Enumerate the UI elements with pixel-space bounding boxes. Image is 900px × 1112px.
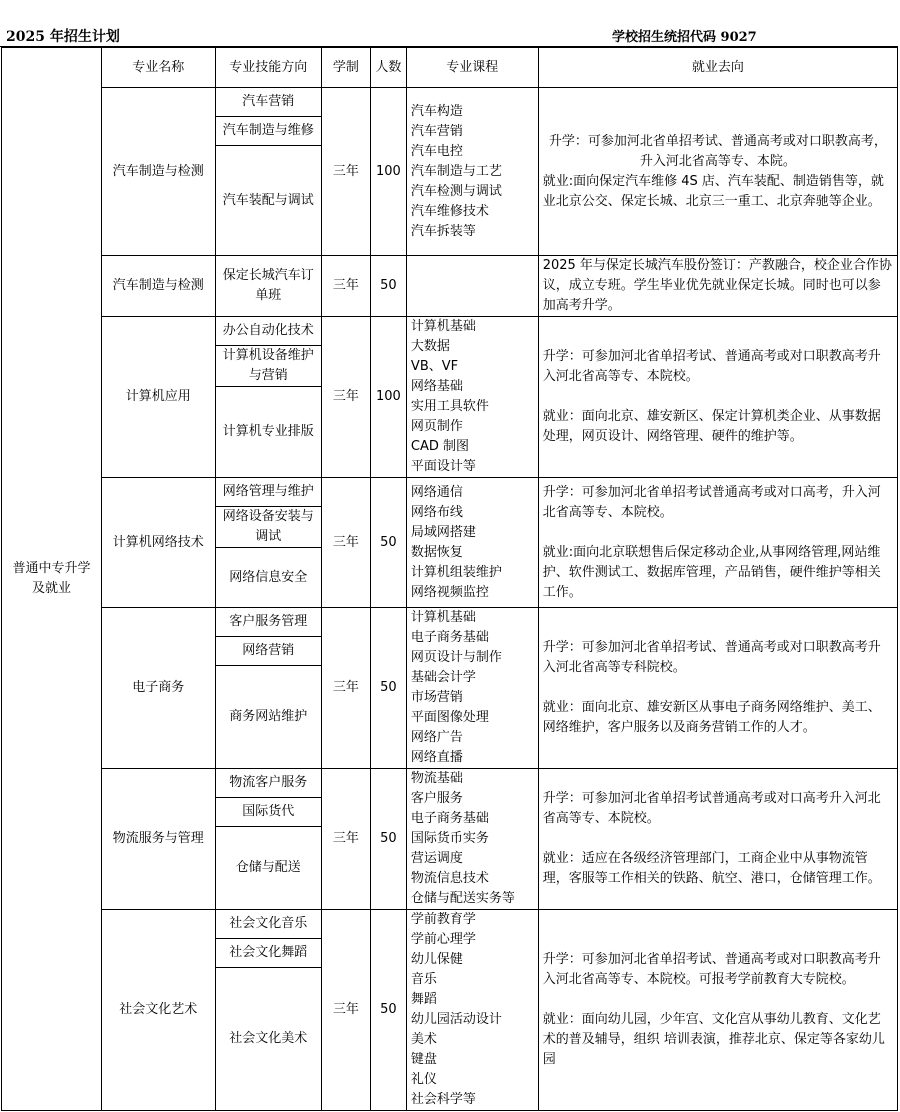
jobs-cell — [538, 910, 897, 1111]
course-item: 汽车电控 — [410, 143, 463, 159]
course-item: 键盘 — [410, 1052, 437, 1067]
course-item: 汽车维修技术 — [410, 203, 489, 219]
count: 50 — [370, 256, 406, 317]
duration: 三年 — [321, 317, 370, 478]
course-item: VB、VF — [410, 359, 459, 374]
direction: 物流客户服务 — [215, 769, 321, 798]
jobs-employment: 就业：面向北京、雄安新区从事电子商务网络维护、美工、网络维护，客户服务以及商务营销工作的人才。 — [542, 700, 881, 735]
course-item: CAD 制图 — [410, 439, 470, 454]
course-item: 客户服务 — [410, 791, 463, 806]
jobs-cell — [538, 317, 897, 478]
table-row — [2, 769, 898, 798]
table-header-row — [2, 48, 898, 88]
enrollment-table — [1, 47, 898, 1111]
course-item: 局域网搭建 — [410, 524, 476, 540]
course-item: 市场营销 — [410, 690, 463, 705]
major-name: 电子商务 — [101, 608, 215, 769]
direction: 社会文化音乐 — [215, 910, 321, 939]
course-item: 国际货币实务 — [410, 831, 489, 846]
major-name: 物流服务与管理 — [101, 769, 215, 910]
table-row — [2, 478, 898, 507]
duration: 三年 — [321, 478, 370, 608]
jobs-employment: 就业:面向保定汽车维修 4S 店、汽车装配、制造销售等，就业北京公交、保定长城、北京三一重工、北京奔驰等企业。 — [542, 173, 884, 209]
course-item: 物流基础 — [410, 771, 463, 786]
jobs-cell — [538, 769, 897, 910]
course-item: 幼儿园活动设计 — [410, 1012, 502, 1027]
course-item: 基础会计学 — [410, 670, 476, 685]
duration: 三年 — [321, 910, 370, 1111]
col-header-count: 人数 — [370, 48, 406, 88]
course-item: 网络通信 — [410, 484, 463, 500]
jobs-further-study: 升学：可参加河北省单招考试、普通高考或对口职教高考，升入河北省高等专、本院。 — [548, 133, 887, 169]
direction: 仓储与配送 — [215, 827, 321, 910]
jobs-further-study: 升学：可参加河北省单招考试普通高考或对口高考升入河北省高等专、本院校。 — [542, 791, 881, 826]
jobs-cell — [538, 88, 897, 256]
table-row — [2, 910, 898, 939]
direction: 网络信息安全 — [215, 548, 321, 608]
major-name: 汽车制造与检测 — [101, 256, 215, 317]
count: 50 — [370, 910, 406, 1111]
jobs-further-study: 升学：可参加河北省单招考试、普通高考或对口职教高考升入河北省高等专、本院校。可报考学前教育大专院校。 — [542, 952, 881, 987]
course-item: 电子商务基础 — [410, 811, 489, 826]
course-item: 汽车构造 — [410, 103, 463, 119]
jobs-employment: 就业:面向北京联想售后保定移动企业,从事网络管理,网站维护、软件测试工、数据库管理，产品销售，硬件维护等相关工作。 — [542, 544, 881, 600]
major-name: 汽车制造与检测 — [101, 88, 215, 256]
jobs-cell — [538, 478, 897, 608]
course-item: 仓储与配送实务等 — [410, 891, 515, 906]
col-header-jobs: 就业去向 — [538, 48, 897, 88]
course-list — [406, 478, 538, 608]
course-item: 电子商务基础 — [410, 630, 489, 645]
course-item: 汽车制造与工艺 — [410, 163, 502, 179]
course-item: 网络直播 — [410, 750, 463, 765]
course-item: 网页设计与制作 — [410, 650, 502, 665]
count: 50 — [370, 769, 406, 910]
course-list — [406, 256, 538, 317]
direction: 网络营销 — [215, 637, 321, 666]
course-item: 汽车检测与调试 — [410, 183, 502, 199]
duration: 三年 — [321, 769, 370, 910]
direction: 网络设备安装与调试 — [215, 507, 321, 548]
col-header-duration: 学制 — [321, 48, 370, 88]
jobs-cell — [538, 608, 897, 769]
course-item: 大数据 — [410, 339, 450, 354]
course-item: 平面图像处理 — [410, 710, 489, 725]
course-list — [406, 608, 538, 769]
jobs-employment: 就业：面向北京、雄安新区、保定计算机类企业、从事数据处理，网页设计、网络管理、硬件的维护等。 — [542, 409, 881, 444]
col-header-direction: 专业技能方向 — [215, 48, 321, 88]
jobs-employment: 就业：适应在各级经济管理部门，工商企业中从事物流管理，客服等工作相关的铁路、航空、港口，仓储管理工作。 — [542, 851, 881, 886]
jobs-further-study: 升学：可参加河北省单招考试、普通高考或对口职教高考升入河北省高等专、本院校。 — [542, 349, 881, 384]
direction: 汽车装配与调试 — [215, 146, 321, 256]
direction: 社会文化美术 — [215, 968, 321, 1111]
direction: 社会文化舞蹈 — [215, 939, 321, 968]
course-item: 营运调度 — [410, 851, 463, 866]
direction: 客户服务管理 — [215, 608, 321, 637]
direction: 商务网站维护 — [215, 666, 321, 769]
course-item: 社会科学等 — [410, 1092, 476, 1107]
direction: 网络管理与维护 — [215, 478, 321, 507]
course-item: 实用工具软件 — [410, 399, 489, 414]
course-list — [406, 317, 538, 478]
major-name: 计算机网络技术 — [101, 478, 215, 608]
course-item: 计算机基础 — [410, 319, 476, 334]
table-row — [2, 88, 898, 117]
course-item: 网页制作 — [410, 419, 463, 434]
direction: 计算机专业排版 — [215, 387, 321, 478]
course-item: 美术 — [410, 1032, 437, 1047]
course-item: 网络布线 — [410, 504, 463, 520]
plan-title: 2025 年招生计划 — [6, 29, 120, 45]
school-code: 学校招生统招代码 9027 — [612, 30, 757, 45]
course-item: 幼儿保健 — [410, 952, 463, 967]
jobs-note: 2025 年与保定长城汽车股份签订：产教融合，校企业合作协议，成立专班。学生毕业优先就业保定长城。同时也可以参加高考升学。 — [542, 258, 892, 313]
course-item: 平面设计等 — [410, 459, 476, 474]
course-list — [406, 910, 538, 1111]
direction: 汽车营销 — [215, 88, 321, 117]
direction: 计算机设备维护与营销 — [215, 346, 321, 387]
table-row — [2, 608, 898, 637]
col-header-courses: 专业课程 — [406, 48, 538, 88]
count: 50 — [370, 608, 406, 769]
course-item: 物流信息技术 — [410, 871, 489, 886]
major-name: 计算机应用 — [101, 317, 215, 478]
course-item: 汽车拆装等 — [410, 223, 476, 239]
course-list — [406, 88, 538, 256]
course-item: 网络视频监控 — [410, 584, 489, 600]
major-name: 社会文化艺术 — [101, 910, 215, 1111]
page-header — [0, 0, 900, 48]
duration: 三年 — [321, 256, 370, 317]
course-item: 学前教育学 — [410, 912, 476, 927]
jobs-further-study: 升学：可参加河北省单招考试、普通高考或对口职教高考升入河北省高等专科院校。 — [542, 640, 881, 675]
direction: 保定长城汽车订单班 — [215, 256, 321, 317]
count: 50 — [370, 478, 406, 608]
duration: 三年 — [321, 88, 370, 256]
jobs-employment: 就业：面向幼儿园，少年宫、文化宫从事幼儿教育、文化艺术的普及辅导，组织 培训表演，推荐北京、保定等各家幼儿园 — [542, 1012, 885, 1067]
course-item: 音乐 — [410, 972, 437, 987]
count: 100 — [370, 88, 406, 256]
category-cell: 普通中专升学及就业 — [2, 48, 102, 1111]
course-item: 计算机组装维护 — [410, 564, 502, 580]
col-header-major: 专业名称 — [101, 48, 215, 88]
jobs-cell — [538, 256, 897, 317]
direction: 国际货代 — [215, 798, 321, 827]
course-item: 汽车营销 — [410, 123, 463, 139]
direction: 汽车制造与维修 — [215, 117, 321, 146]
direction: 办公自动化技术 — [215, 317, 321, 346]
course-item: 数据恢复 — [410, 544, 463, 560]
duration: 三年 — [321, 608, 370, 769]
course-item: 学前心理学 — [410, 932, 476, 947]
table-row — [2, 317, 898, 346]
course-item: 网络基础 — [410, 379, 463, 394]
course-item: 计算机基础 — [410, 610, 476, 625]
count: 100 — [370, 317, 406, 478]
course-list — [406, 769, 538, 910]
table-row — [2, 256, 898, 317]
course-item: 网络广告 — [410, 730, 463, 745]
course-item: 礼仪 — [410, 1072, 437, 1087]
jobs-further-study: 升学：可参加河北省单招考试普通高考或对口高考，升入河北省高等专、本院校。 — [542, 484, 881, 520]
course-item: 舞蹈 — [410, 992, 437, 1007]
